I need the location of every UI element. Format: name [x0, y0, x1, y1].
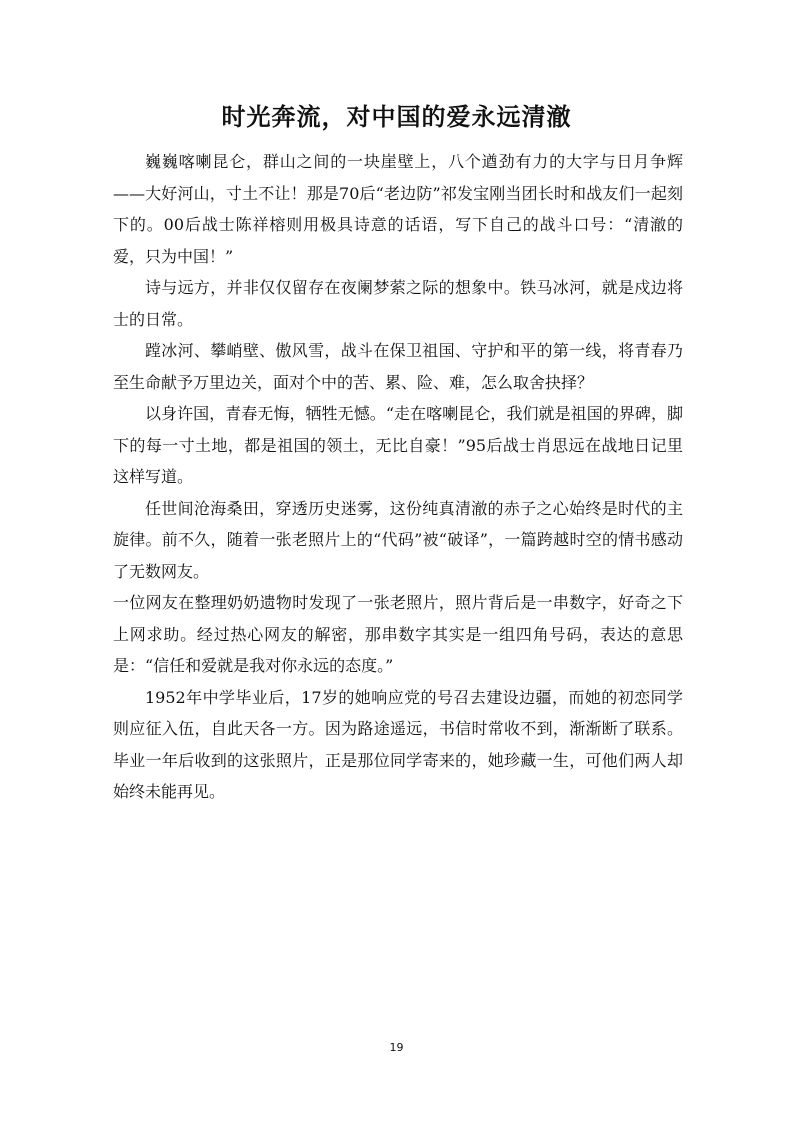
article-body — [113, 146, 683, 808]
paragraph-6: 一位网友在整理奶奶遗物时发现了一张老照片，照片背后是一串数字，好奇之下上网求助。经过热心网友的解密，那串数字其实是一组四角号码，表达的意思是：“信任和爱就是我对你永远的态度。” — [113, 593, 683, 675]
page-title: 时光奔流，对中国的爱永远清澈 — [221, 103, 572, 131]
paragraph-1: 巍巍喀喇昆仑，群山之间的一块崖壁上，八个遒劲有力的大字与日月争辉——大好河山，寸土不让！那是70后“老边防”祁发宝刚当团长时和战友们一起刻下的。00后战士陈祥榕则用极具诗意的话语，写下自己的战斗口号：“清澈的爱，只为中国！” — [113, 152, 683, 266]
paragraph-5: 任世间沧海桑田，穿透历史迷雾，这份纯真清澈的赤子之心始终是时代的主旋律。前不久，随着一张老照片上的“代码”被“破译”，一篇跨越时空的情书感动了无数网友。 — [113, 498, 683, 581]
paragraph-2: 诗与远方，并非仅仅留存在夜阑梦萦之际的想象中。铁马冰河，就是戍边将士的日常。 — [113, 278, 683, 329]
paragraph-7: 1952年中学毕业后，17岁的她响应党的号召去建设边疆，而她的初恋同学则应征入伍，自此天各一方。因为路途遥远，书信时常收不到，渐渐断了联系。毕业一年后收到的这张照片，正是那位同学寄来的，她珍藏一生，可他们两人却始终未能再见。 — [113, 687, 683, 801]
paragraph-4: 以身许国，青春无悔，牺牲无憾。“走在喀喇昆仑，我们就是祖国的界碑，脚下的每一寸土地，都是祖国的领土，无比自豪！”95后战士肖思远在战地日记里这样写道。 — [113, 404, 683, 486]
paragraph-3: 蹚冰河、攀峭壁、傲风雪，战斗在保卫祖国、守护和平的第一线，将青春乃至生命献予万里边关，面对个中的苦、累、险、难，怎么取舍抉择？ — [113, 341, 683, 392]
page-number: 19 — [389, 1041, 404, 1054]
